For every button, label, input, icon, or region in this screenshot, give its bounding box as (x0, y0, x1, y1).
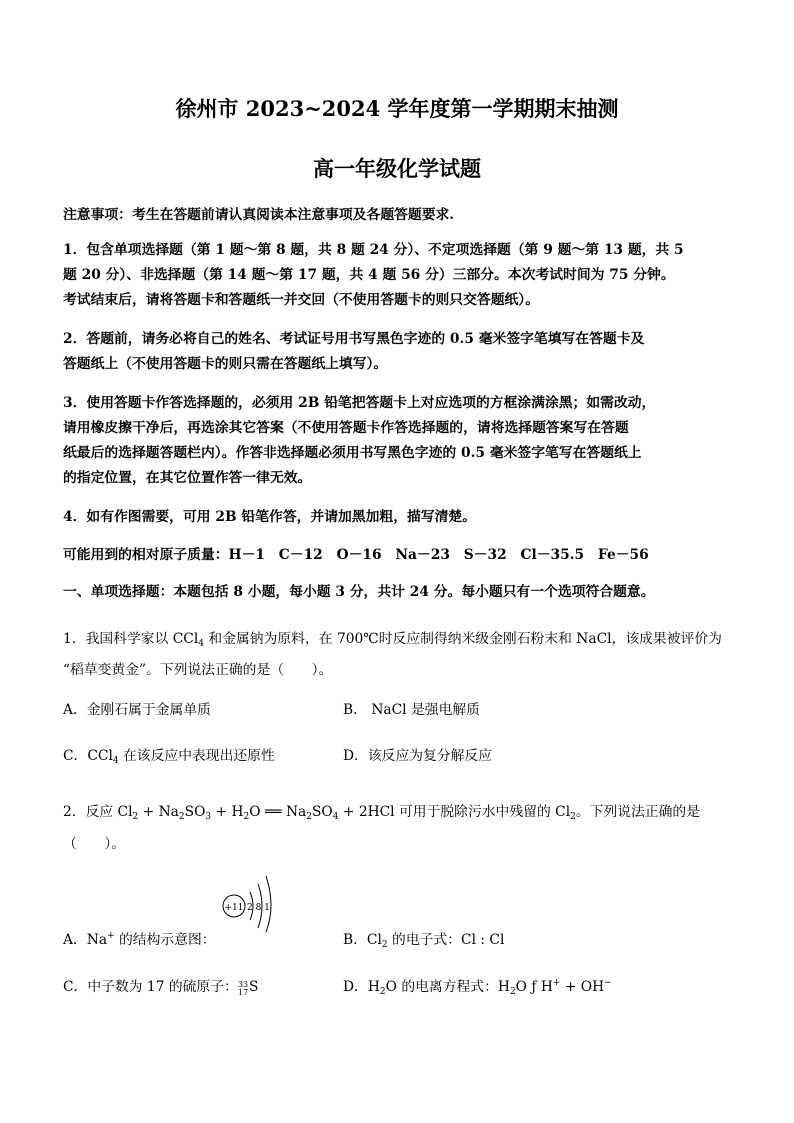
question-1-option-b: B． NaCl 是强电解质 (343, 702, 480, 718)
notice-item-2-line-1: 2．答题前，请务必将自己的姓名、考试证号用书写黑色字迹的 0.5 毫米签字笔填写在答题卡及 (63, 331, 645, 347)
question-2-option-d: D．$H_2O$ 的电离方程式：$H_2O$ ƒ H+ + OH− (343, 978, 612, 997)
question-2-option-a: A．Na+ 的结构示意图： (63, 931, 216, 948)
sulfur-nuclide-numbers: 33 17 (237, 980, 249, 997)
notice-item-1-line-3: 考试结束后，请将答题卡和答题纸一并交回（不使用答题卡的则只交答题纸）。 (63, 292, 539, 308)
question-1-option-d: D．该反应为复分解反应 (343, 748, 493, 764)
question-1-line-1: 1．我国科学家以 CCl$_4$ 和金属钠为原料，在 700℃时反应制得纳米级金刚石粉末和 NaCl，该成果被评价为 (63, 631, 722, 649)
question-2-option-c: C．中子数为 17 的硫原子：33 17S (63, 979, 259, 997)
notice-item-4: 4．如有作图需要，可用 2B 铅笔作答，并请加黑加粗，描写清楚。 (63, 509, 476, 525)
page-subtitle: 高一年级化学试题 (313, 156, 481, 181)
question-2-option-b: B．$Cl_2$ 的电子式：Cl : Cl (343, 932, 505, 950)
notice-heading: 注意事项：考生在答题前请认真阅读本注意事项及各题答题要求. (63, 207, 455, 223)
page-title: 徐州市 2023~2024 学年度第一学期期末抽测 (175, 96, 619, 121)
nucleus-charge: +11 (224, 903, 244, 913)
notice-item-3-line-1: 3．使用答题卡作答选择题的，必须用 2B 铅笔把答题卡上对应选项的方框涂满涂黑；如需改动， (63, 395, 656, 411)
section-1-heading: 一、单项选择题：本题包括 8 小题，每小题 3 分，共计 24 分。每小题只有一个选项符合题意。 (63, 584, 655, 600)
sodium-ion-structure-diagram (220, 872, 280, 932)
question-2-line-2: （ ）。 (63, 836, 126, 852)
question-1-option-c: C．CCl$_4$ 在该反应中表现出还原性 (63, 748, 275, 766)
question-1-line-2: “稻草变黄金”。下列说法正确的是（ ）。 (63, 662, 333, 678)
notice-item-2-line-2: 答题纸上（不使用答题卡的则只需在答题纸上填写）。 (63, 356, 388, 372)
notice-item-1-line-2: 题 20 分）、非选择题（第 14 题～第 17 题，共 4 题 56 分）三部分。本次考试时间为 75 分钟。 (63, 267, 675, 283)
question-1-option-a: A．金刚石属于金属单质 (63, 702, 211, 718)
electron-counts: 2 8 1 (247, 903, 270, 913)
notice-item-1-line-1: 1．包含单项选择题（第 1 题～第 8 题，共 8 题 24 分）、不定项选择题（第 9 题～第 13 题，共 5 (63, 242, 684, 258)
atomic-masses: 可能用到的相对原子质量：H－1 C－12 O－16 Na－23 S－32 Cl－35.5 Fe－56 (63, 547, 649, 563)
question-2-line-1: 2．反应 $Cl_2 + Na_2SO_3 + H_2O$ ══ $Na_2SO_4 + 2HCl$ 可用于脱除污水中残留的 $Cl_2$。下列说法正确的是 (63, 804, 701, 822)
notice-item-3-line-3: 纸最后的选择题答题栏内）。作答非选择题必须用书写黑色字迹的 0.5 毫米签字笔写在答题纸上 (63, 445, 642, 461)
notice-item-3-line-2: 请用橡皮擦干净后，再选涂其它答案（不使用答题卡作答选择题的，请将选择题答案写在答题 (63, 420, 629, 436)
notice-item-3-line-4: 的指定位置，在其它位置作答一律无效。 (63, 470, 312, 486)
